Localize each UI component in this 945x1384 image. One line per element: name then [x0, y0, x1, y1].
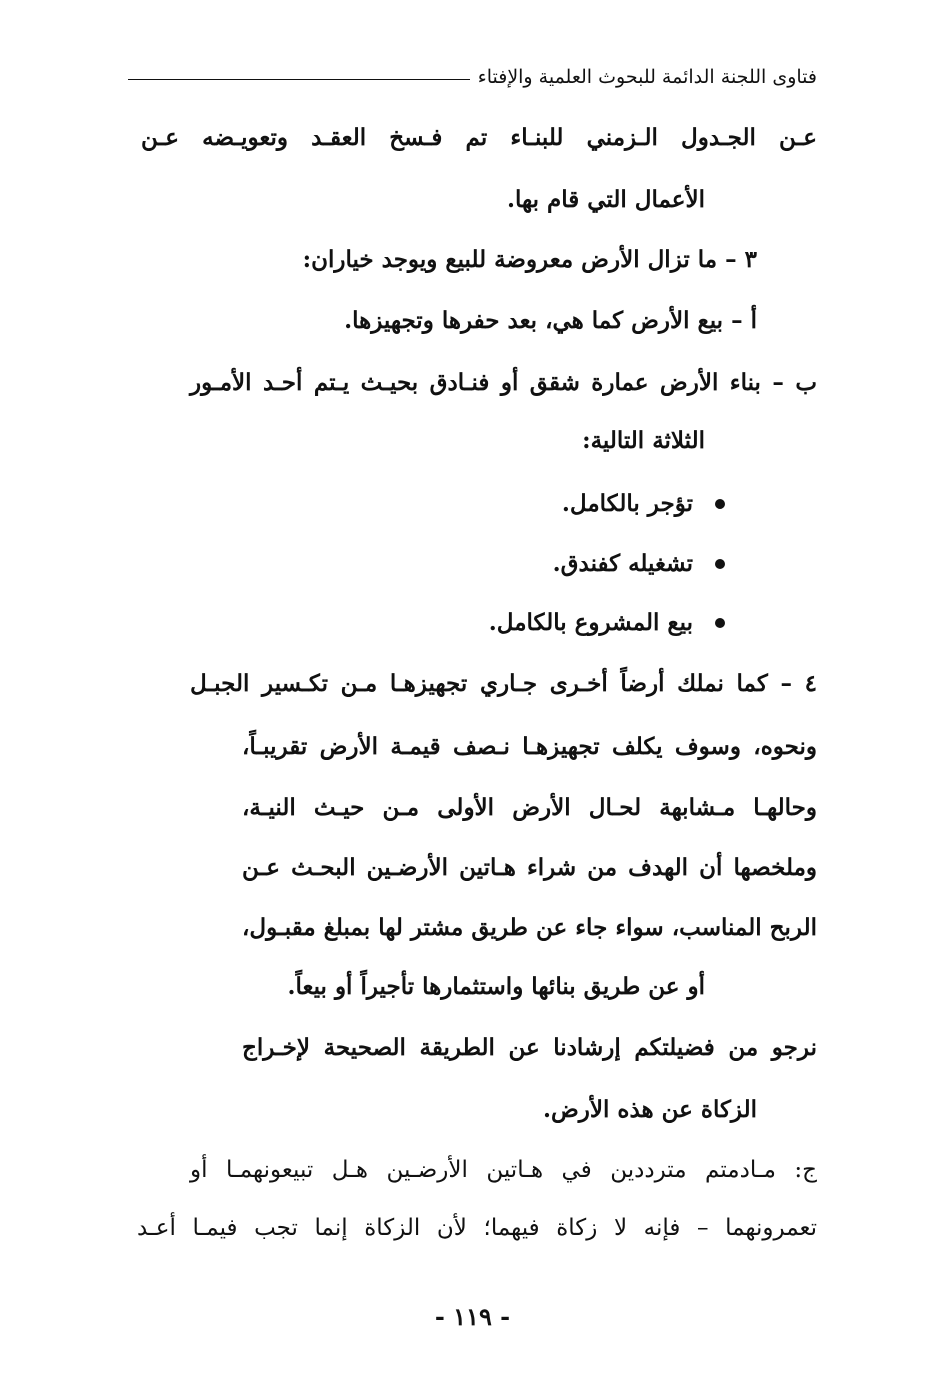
text-line-11: الربح المناسب، سواء جاء عن طريق مشتر لها بمبلغ مقبـول، [242, 914, 817, 941]
text-line-16: تعمرونهما – فإنه لا زكاة فيهما؛ لأن الزكاة إنما تجب فيمـا أعـد [137, 1215, 817, 1241]
header-rule [128, 79, 470, 80]
text-line-8: ونحوه، وسوف يكلف تجهيزهـا نـصف قيمـة الأرض تقريبـاً، [242, 733, 817, 760]
bullet-item-1 [562, 484, 725, 524]
bullet-dot-icon [715, 559, 725, 569]
running-header [128, 62, 817, 92]
text-line-1: عـن الجـدول الـزمني للبنـاء تم فـسخ العقـد وتعويـضه عـن [141, 124, 817, 151]
bullet-item-3 [489, 603, 725, 643]
text-line-2: الأعمال التي قام بها. [506, 186, 705, 213]
text-line-15: ج: مـادمتم مترددين في هـاتين الأرضـين هـل تبيعونهمـا أو [190, 1157, 817, 1183]
text-line-9: وحالهـا مـشابهة لحـال الأرض الأولى مـن حيـث النيـة، [242, 794, 817, 821]
text-line-4: أ – بيع الأرض كما هي، بعد حفرها وتجهيزها. [344, 307, 757, 334]
text-line-12: أو عن طريق بنائها واستثمارها تأجيراً أو بيعاً. [287, 973, 705, 1000]
bullet-item-text: تشغيله كفندق. [552, 550, 693, 577]
text-line-7: ٤ – كما نملك أرضاً أخـرى جـاري تجهيزهـا مـن تكـسير الجبـل [190, 670, 817, 697]
bullet-dot-icon [715, 499, 725, 509]
text-line-5: ب – بناء الأرض عمارة شقق أو فنـادق بحيـث يـتم أحـد الأمـور [190, 369, 817, 396]
page-number: - ١١٩ - [434, 1302, 511, 1331]
bullet-item-text: بيع المشروع بالكامل. [488, 609, 693, 636]
bullet-item-text: تؤجر بالكامل. [561, 490, 693, 517]
bullet-dot-icon [715, 618, 725, 628]
header-title: فتاوى اللجنة الدائمة للبحوث العلمية والإفتاء [477, 66, 817, 88]
text-line-10: وملخصها أن الهدف من شراء هـاتين الأرضـين البحـث عـن [242, 854, 817, 881]
text-line-14: الزكاة عن هذه الأرض. [542, 1096, 757, 1123]
text-line-13: نرجو من فضيلتكم إرشادنا عن الطريقة الصحيحة لإخـراج [242, 1034, 817, 1061]
text-line-3: ٣ – ما تزال الأرض معروضة للبيع ويوجد خياران: [302, 246, 757, 273]
text-line-6: الثلاثة التالية: [582, 427, 705, 454]
bullet-item-2 [553, 544, 725, 584]
